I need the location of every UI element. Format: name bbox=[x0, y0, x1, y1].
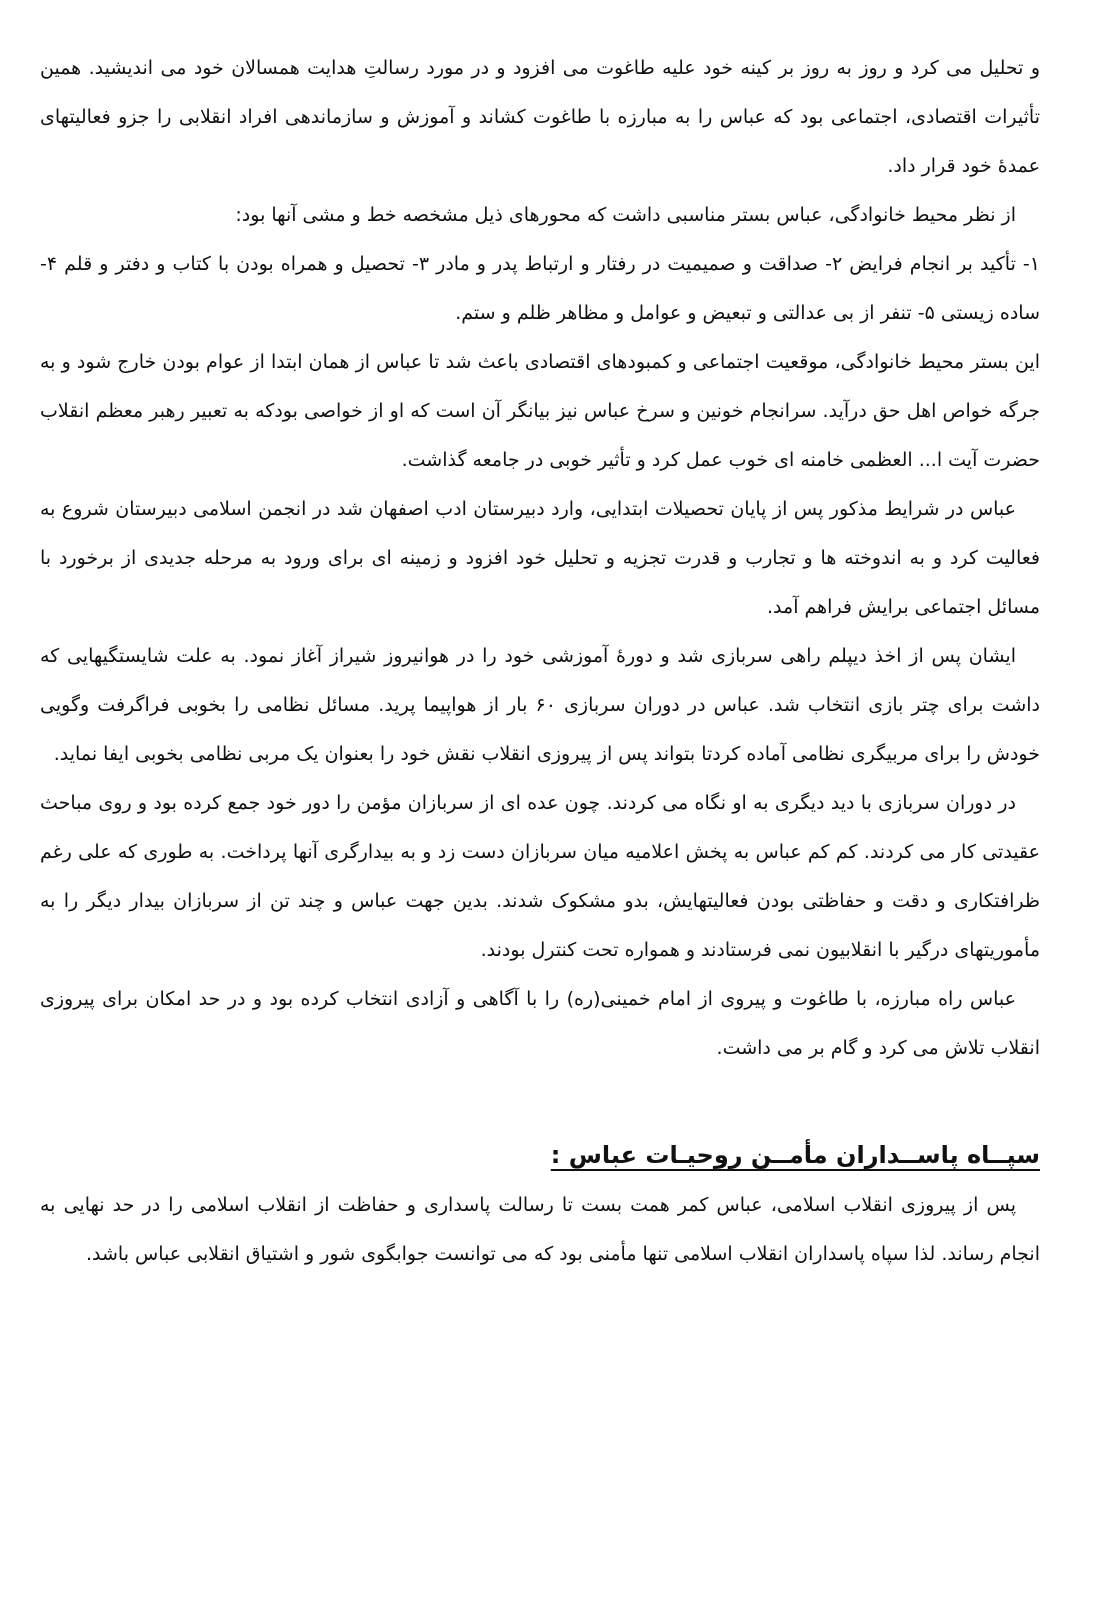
paragraph-5: عباس در شرایط مذکور پس از پایان تحصیلات ابتدایی، وارد دبیرستان ادب اصفهان شد در انجمن اسلامی دبیرستان شروع به فعالیت کرد و به اندوخته ها و تجارب و قدرت تجزیه و تحلیل خود افزود و زمینه ای برای ورود به مرحله جدیدی از برخورد با مسائل اجتماعی برایش فراهم آمد. bbox=[40, 498, 1040, 618]
paragraph-4: این بستر محیط خانوادگی، موقعیت اجتماعی و کمبودهای اقتصادی باعث شد تا عباس از همان ابتدا از عوام بودن خارج شود و به جرگه خواص اهل حق درآید. سرانجام خونین و سرخ عباس نیز بیانگر آن است که او از خواصی بودکه به تعبیر رهبر معظم انقلاب حضرت آیت ا... العظمی خامنه ای خوب عمل کرد و تأثیر خوبی در جامعه گذاشت. bbox=[40, 351, 1040, 471]
paragraph-3-list: ۱- تأکید بر انجام فرایض ۲- صداقت و صمیمیت در رفتار و ارتباط پدر و مادر ۳- تحصیل و همراه بودن با کتاب و دفتر و قلم ۴- ساده زیستی ۵- تنفر از بی عدالتی و تبعیض و عوامل و مظاهر ظلم و ستم. bbox=[40, 253, 1040, 324]
document-page bbox=[40, 44, 1040, 1279]
paragraph-1: و تحلیل می کرد و روز به روز بر کینه خود علیه طاغوت می افزود و در مورد رسالتِ هدایت همسالان خود می اندیشید. همین تأثیرات اقتصادی، اجتماعی بود که عباس را به مبارزه با طاغوت کشاند و آموزش و سازماندهی افراد انقلابی را جزو فعالیتهای عمدهٔ خود قرار داد. bbox=[40, 57, 1040, 177]
section-heading: سپــاه پاســداران مأمــن روحیـات عباس : bbox=[550, 1141, 1040, 1169]
paragraph-7: در دوران سربازی با دید دیگری به او نگاه می کردند. چون عده ای از سربازان مؤمن را دور خود جمع کرده بود و روی مباحث عقیدتی کار می کردند. کم کم عباس به پخش اعلامیه میان سربازان دست زد و به بیدارگری آنها پرداخت. به طوری که علی رغم ظرافتکاری و دقت و حفاظتی بودن فعالیتهایش، بدو مشکوک شدند. بدین جهت عباس و چند تن از سربازان بیدار دیگر را به مأموریتهای درگیر با انقلابیون نمی فرستادند و همواره تحت کنترل بودند. bbox=[40, 792, 1040, 961]
paragraph-2: از نظر محیط خانوادگی، عباس بستر مناسبی داشت که محورهای ذیل مشخصه خط و مشی آنها بود: bbox=[235, 204, 1016, 226]
final-paragraph: پس از پیروزی انقلاب اسلامی، عباس کمر همت بست تا رسالت پاسداری و حفاظت از انقلاب اسلامی را در حد نهایی به انجام رساند. لذا سپاه پاسداران انقلاب اسلامی تنها مأمنی بود که می توانست جوابگوی شور و اشتیاق انقلابی عباس باشد. bbox=[40, 1194, 1040, 1265]
paragraph-6: ایشان پس از اخذ دیپلم راهی سربازی شد و دورهٔ آموزشی خود را در هوانیروز شیراز آغاز نمود. به علت شایستگیهایی که داشت برای چتر بازی انتخاب شد. عباس در دوران سربازی ۶۰ بار از هواپیما پرید. مسائل نظامی را بخوبی فراگرفت وگویی خودش را برای مربیگری نظامی آماده کردتا بتواند پس از پیروزی انقلاب نقش خود را بعنوان یک مربی نظامی بخوبی ایفا نماید. bbox=[40, 645, 1040, 765]
paragraph-8: عباس راه مبارزه، با طاغوت و پیروی از امام خمینی(ره) را با آگاهی و آزادی انتخاب کرده بود و در حد امکان برای پیروزی انقلاب تلاش می کرد و گام بر می داشت. bbox=[40, 988, 1040, 1059]
